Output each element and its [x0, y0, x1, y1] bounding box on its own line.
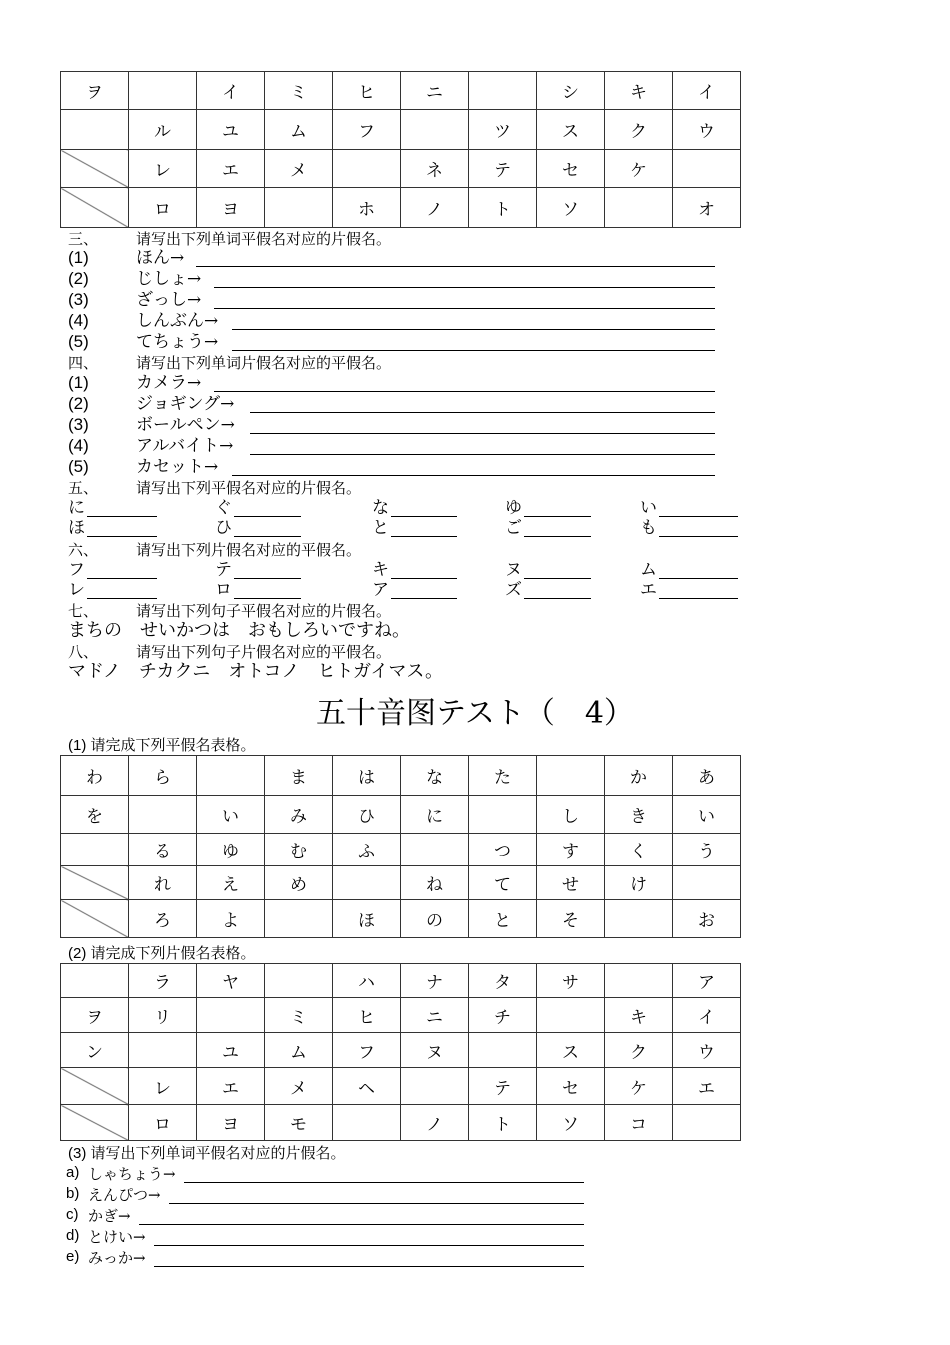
table-row: [61, 964, 741, 998]
kana-prompt: ヌ: [505, 560, 522, 580]
table-row: [61, 796, 741, 834]
slash-cell: [61, 1068, 129, 1105]
table-row: [61, 72, 741, 110]
blank-cell[interactable]: [673, 150, 741, 188]
kana-cell: い: [673, 796, 741, 834]
kana-cell: ク: [605, 1033, 673, 1068]
kana-cell: ン: [61, 1033, 129, 1068]
blank-cell[interactable]: [333, 150, 401, 188]
blank-cell[interactable]: [129, 72, 197, 110]
item-number: (1): [68, 373, 89, 392]
kana-prompt: ア: [372, 580, 389, 600]
item-number: a): [66, 1164, 80, 1181]
kana-cell: き: [605, 796, 673, 834]
kana-cell: め: [265, 866, 333, 900]
blank-cell[interactable]: [537, 998, 605, 1033]
kana-cell: メ: [265, 1068, 333, 1105]
kana-cell: ロ: [129, 1105, 197, 1141]
blank-cell[interactable]: [333, 1105, 401, 1141]
section-number: 六、: [68, 541, 99, 559]
section-6-heading: [68, 541, 361, 559]
table-row: [61, 834, 741, 866]
kana-cell: あ: [673, 756, 741, 796]
item-word: かぎ→: [88, 1207, 131, 1225]
blank-cell[interactable]: [197, 998, 265, 1033]
kana-prompt: テ: [215, 560, 232, 580]
kana-cell: キ: [605, 72, 673, 110]
kana-cell: ソ: [537, 1105, 605, 1141]
kana-cell: は: [333, 756, 401, 796]
answer-line[interactable]: [659, 536, 738, 537]
answer-line[interactable]: [391, 578, 457, 579]
part-3-label: (3) 请写出下列单词平假名对应的片假名。: [68, 1145, 346, 1162]
item-number: (4): [68, 311, 89, 330]
table-row: [61, 188, 741, 228]
kana-cell: フ: [333, 1033, 401, 1068]
answer-line[interactable]: [250, 433, 715, 434]
item-word: しんぶん→: [136, 311, 219, 331]
answer-line[interactable]: [214, 287, 715, 288]
answer-line[interactable]: [232, 329, 715, 330]
item-number: (3): [68, 290, 89, 309]
section-5-heading: [68, 479, 361, 497]
kana-cell: ク: [605, 110, 673, 150]
answer-line[interactable]: [154, 1245, 584, 1246]
kana-cell: ソ: [537, 188, 605, 228]
answer-line[interactable]: [250, 412, 715, 413]
kana-prompt: も: [640, 518, 657, 538]
kana-cell: わ: [61, 756, 129, 796]
kana-cell: フ: [333, 110, 401, 150]
table-row: [61, 110, 741, 150]
kana-cell: ユ: [197, 1033, 265, 1068]
kana-cell: い: [197, 796, 265, 834]
table-row: [61, 1068, 741, 1105]
blank-cell[interactable]: [401, 834, 469, 866]
kana-cell: レ: [129, 1068, 197, 1105]
blank-cell[interactable]: [129, 1033, 197, 1068]
kana-cell: れ: [129, 866, 197, 900]
kana-cell: ア: [673, 964, 741, 998]
kana-cell: ハ: [333, 964, 401, 998]
kana-cell: ス: [537, 110, 605, 150]
answer-line[interactable]: [234, 598, 301, 599]
item-word: とけい→: [88, 1228, 146, 1246]
answer-line[interactable]: [196, 266, 715, 267]
blank-cell[interactable]: [61, 110, 129, 150]
kana-cell: お: [673, 900, 741, 938]
answer-line[interactable]: [139, 1224, 584, 1225]
hiragana-table: [60, 755, 741, 938]
answer-line[interactable]: [524, 516, 591, 517]
kana-cell: ヒ: [333, 72, 401, 110]
blank-cell[interactable]: [265, 964, 333, 998]
kana-cell: イ: [673, 998, 741, 1033]
kana-prompt: キ: [372, 560, 389, 580]
kana-prompt: ぐ: [215, 498, 232, 518]
item-number: (5): [68, 457, 89, 476]
answer-line[interactable]: [234, 536, 301, 537]
kana-cell: ス: [537, 1033, 605, 1068]
kana-cell: セ: [537, 1068, 605, 1105]
table-row: [61, 1033, 741, 1068]
kana-cell: セ: [537, 150, 605, 188]
kana-cell: く: [605, 834, 673, 866]
item-word: ざっし→: [136, 290, 202, 310]
section-number: 七、: [68, 602, 99, 620]
part-2-label: (2) 请完成下列片假名表格。: [68, 945, 256, 962]
item-number: (4): [68, 436, 89, 455]
kana-cell: ト: [469, 188, 537, 228]
kana-cell: ほ: [333, 900, 401, 938]
answer-line[interactable]: [154, 1266, 584, 1267]
answer-line[interactable]: [524, 578, 591, 579]
blank-cell[interactable]: [469, 796, 537, 834]
kana-cell: ケ: [605, 150, 673, 188]
section-title: 请写出下列句子片假名对应的平假名。: [136, 643, 392, 661]
blank-cell[interactable]: [129, 796, 197, 834]
kana-cell: メ: [265, 150, 333, 188]
kana-prompt: と: [372, 518, 389, 538]
answer-line[interactable]: [524, 598, 591, 599]
kana-cell: シ: [537, 72, 605, 110]
kana-cell: ル: [129, 110, 197, 150]
item-number: (5): [68, 332, 89, 351]
kana-cell: ノ: [401, 1105, 469, 1141]
section-number: 五、: [68, 479, 99, 497]
item-word: カメラ→: [136, 373, 202, 393]
section-title: 请写出下列单词平假名对应的片假名。: [136, 230, 392, 248]
kana-prompt: ほ: [68, 518, 85, 538]
section-7-heading: [68, 602, 391, 620]
blank-cell[interactable]: [265, 900, 333, 938]
kana-cell: ね: [401, 866, 469, 900]
kana-prompt: フ: [68, 560, 85, 580]
kana-cell: す: [537, 834, 605, 866]
slash-cell: [61, 1105, 129, 1141]
kana-cell: ヲ: [61, 72, 129, 110]
answer-line[interactable]: [232, 350, 715, 351]
item-word: てちょう→: [136, 332, 219, 352]
table-row: [61, 866, 741, 900]
kana-prompt: ム: [640, 560, 657, 580]
kana-cell: エ: [197, 1068, 265, 1105]
kana-cell: テ: [469, 1068, 537, 1105]
answer-line[interactable]: [659, 578, 738, 579]
kana-cell: む: [265, 834, 333, 866]
kana-cell: キ: [605, 998, 673, 1033]
section-number: 八、: [68, 643, 99, 661]
answer-line[interactable]: [87, 598, 157, 599]
kana-prompt: ロ: [215, 580, 232, 600]
section-title: 请写出下列片假名对应的平假名。: [136, 541, 362, 559]
item-word: カセット→: [136, 457, 219, 477]
item-word: ジョギング→: [136, 394, 235, 414]
kana-cell: し: [537, 796, 605, 834]
kana-cell: ケ: [605, 1068, 673, 1105]
blank-cell[interactable]: [401, 110, 469, 150]
kana-prompt: に: [68, 498, 85, 518]
slash-cell: [61, 150, 129, 188]
kana-cell: ヌ: [401, 1033, 469, 1068]
kana-cell: エ: [197, 150, 265, 188]
section-7-sentence: まちの せいかつは おもしろいですね。: [68, 620, 410, 641]
section-title: 请写出下列单词片假名对应的平假名。: [136, 354, 392, 372]
answer-line[interactable]: [659, 516, 738, 517]
kana-cell: オ: [673, 188, 741, 228]
section-4-heading: [68, 354, 391, 372]
kana-cell: タ: [469, 964, 537, 998]
kana-prompt: ひ: [215, 518, 232, 538]
kana-cell: ヲ: [61, 998, 129, 1033]
kana-cell: エ: [673, 1068, 741, 1105]
kana-cell: モ: [265, 1105, 333, 1141]
kana-cell: ム: [265, 1033, 333, 1068]
item-number: (2): [68, 269, 89, 288]
kana-cell: ノ: [401, 188, 469, 228]
kana-cell: テ: [469, 150, 537, 188]
item-word: ほん→: [136, 248, 185, 268]
kana-cell: よ: [197, 900, 265, 938]
kana-cell: る: [129, 834, 197, 866]
katakana-table-top: [60, 71, 741, 228]
item-number: c): [66, 1206, 79, 1223]
answer-line[interactable]: [234, 578, 301, 579]
blank-cell[interactable]: [605, 188, 673, 228]
item-word: じしょ→: [136, 269, 202, 289]
kana-cell: ま: [265, 756, 333, 796]
blank-cell[interactable]: [265, 188, 333, 228]
section-8-sentence: マドノ チカクニ オトコノ ヒトガイマス。: [68, 661, 443, 682]
item-word: しゃちょう→: [88, 1165, 176, 1183]
kana-cell: ヤ: [197, 964, 265, 998]
kana-cell: ヒ: [333, 998, 401, 1033]
kana-cell: イ: [673, 72, 741, 110]
kana-cell: う: [673, 834, 741, 866]
kana-cell: サ: [537, 964, 605, 998]
blank-cell[interactable]: [333, 866, 401, 900]
kana-cell: ミ: [265, 72, 333, 110]
item-word: みっか→: [88, 1249, 146, 1267]
kana-cell: ら: [129, 756, 197, 796]
kana-cell: レ: [129, 150, 197, 188]
section-title: 请写出下列平假名对应的片假名。: [136, 479, 362, 497]
slash-cell: [61, 900, 129, 938]
answer-line[interactable]: [232, 475, 715, 476]
blank-cell[interactable]: [197, 756, 265, 796]
slash-cell: [61, 866, 129, 900]
kana-cell: ユ: [197, 110, 265, 150]
item-number: e): [66, 1248, 80, 1265]
kana-prompt: ゆ: [505, 498, 522, 518]
answer-line[interactable]: [234, 516, 301, 517]
blank-cell[interactable]: [673, 866, 741, 900]
blank-cell[interactable]: [61, 834, 129, 866]
part-1-label: (1) 请完成下列平假名表格。: [68, 737, 256, 754]
kana-cell: ツ: [469, 110, 537, 150]
table-row: [61, 756, 741, 796]
answer-line[interactable]: [169, 1203, 584, 1204]
kana-cell: ヨ: [197, 188, 265, 228]
blank-cell[interactable]: [61, 964, 129, 998]
answer-line[interactable]: [391, 598, 457, 599]
kana-cell: な: [401, 756, 469, 796]
kana-cell: ウ: [673, 110, 741, 150]
answer-line[interactable]: [214, 391, 715, 392]
kana-cell: イ: [197, 72, 265, 110]
kana-cell: そ: [537, 900, 605, 938]
answer-line[interactable]: [391, 516, 457, 517]
answer-line[interactable]: [250, 454, 715, 455]
kana-cell: せ: [537, 866, 605, 900]
kana-cell: た: [469, 756, 537, 796]
table-row: [61, 998, 741, 1033]
kana-cell: の: [401, 900, 469, 938]
kana-cell: み: [265, 796, 333, 834]
kana-cell: ラ: [129, 964, 197, 998]
kana-cell: に: [401, 796, 469, 834]
kana-cell: を: [61, 796, 129, 834]
kana-cell: ナ: [401, 964, 469, 998]
section-number: 四、: [68, 354, 99, 372]
item-word: えんぴつ→: [88, 1186, 161, 1204]
kana-prompt: レ: [68, 580, 85, 600]
kana-cell: ウ: [673, 1033, 741, 1068]
kana-cell: え: [197, 866, 265, 900]
kana-cell: コ: [605, 1105, 673, 1141]
kana-cell: つ: [469, 834, 537, 866]
answer-line[interactable]: [87, 578, 157, 579]
kana-cell: ロ: [129, 188, 197, 228]
kana-cell: ニ: [401, 72, 469, 110]
table-row: [61, 1105, 741, 1141]
blank-cell[interactable]: [605, 964, 673, 998]
kana-prompt: い: [640, 498, 657, 518]
kana-cell: ト: [469, 1105, 537, 1141]
answer-line[interactable]: [87, 536, 157, 537]
item-number: (3): [68, 415, 89, 434]
item-word: アルバイト→: [136, 436, 234, 456]
blank-cell[interactable]: [469, 1033, 537, 1068]
item-number: (2): [68, 394, 89, 413]
kana-prompt: ズ: [505, 580, 522, 600]
kana-cell: リ: [129, 998, 197, 1033]
section-3-heading: [68, 230, 391, 248]
section-number: 三、: [68, 230, 99, 248]
kana-cell: ホ: [333, 188, 401, 228]
blank-cell[interactable]: [469, 72, 537, 110]
kana-cell: チ: [469, 998, 537, 1033]
table-row: [61, 150, 741, 188]
katakana-table: [60, 963, 741, 1141]
item-number: (1): [68, 248, 89, 267]
item-word: ボールペン→: [136, 415, 235, 435]
answer-line[interactable]: [524, 536, 591, 537]
kana-cell: ゆ: [197, 834, 265, 866]
blank-cell[interactable]: [605, 900, 673, 938]
kana-cell: ミ: [265, 998, 333, 1033]
kana-cell: ム: [265, 110, 333, 150]
table-row: [61, 900, 741, 938]
kana-prompt: ご: [505, 518, 522, 538]
answer-line[interactable]: [214, 308, 715, 309]
blank-cell[interactable]: [401, 1068, 469, 1105]
kana-cell: け: [605, 866, 673, 900]
kana-cell: ひ: [333, 796, 401, 834]
answer-line[interactable]: [391, 536, 457, 537]
kana-cell: ろ: [129, 900, 197, 938]
blank-cell[interactable]: [673, 1105, 741, 1141]
kana-cell: ネ: [401, 150, 469, 188]
kana-cell: か: [605, 756, 673, 796]
answer-line[interactable]: [659, 598, 738, 599]
kana-prompt: な: [372, 498, 389, 518]
blank-cell[interactable]: [537, 756, 605, 796]
item-number: d): [66, 1227, 80, 1244]
answer-line[interactable]: [87, 516, 157, 517]
kana-cell: ふ: [333, 834, 401, 866]
kana-cell: ニ: [401, 998, 469, 1033]
kana-cell: ヘ: [333, 1068, 401, 1105]
answer-line[interactable]: [184, 1182, 584, 1183]
kana-cell: て: [469, 866, 537, 900]
kana-cell: ヨ: [197, 1105, 265, 1141]
item-number: b): [66, 1185, 80, 1202]
kana-cell: と: [469, 900, 537, 938]
slash-cell: [61, 188, 129, 228]
test-title: 五十音图テスト（ 4）: [316, 696, 634, 731]
section-8-heading: [68, 643, 391, 661]
kana-prompt: エ: [640, 580, 657, 600]
section-title: 请写出下列句子平假名对应的片假名。: [136, 602, 392, 620]
